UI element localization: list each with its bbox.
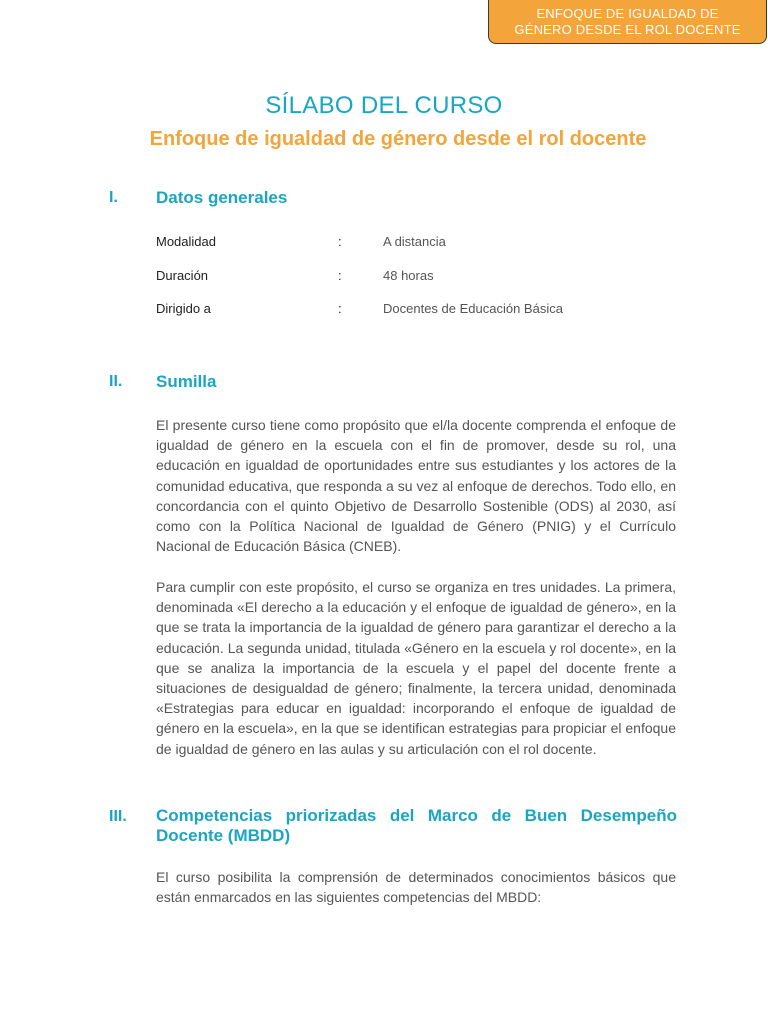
section-number-1: I. bbox=[109, 189, 118, 206]
document-title: SÍLABO DEL CURSO bbox=[265, 92, 503, 119]
data-label: Duración bbox=[156, 268, 209, 283]
data-label: Modalidad bbox=[156, 234, 216, 249]
header-tag-line2: GÉNERO DESDE EL ROL DOCENTE bbox=[514, 21, 741, 37]
data-separator: : bbox=[338, 268, 342, 283]
sumilla-paragraph-1: El presente curso tiene como propósito que el/la docente comprenda el enfoque de igualdad de género en la escuela con el fin de promover, desde su rol, una educación en igualdad de oportunidades entre sus estudiantes y los actores de la comunidad educativa, que responda a su vez al enfoque de derechos. Todo ello, en concordancia con el quinto Objetivo de Desarrollo Sostenible (ODS) al 2030, así como con la Política Nacional de Igualdad de Género (PNIG) y el Currículo Nacional de Educación Básica (CNEB). bbox=[156, 417, 676, 555]
section-title-datos-generales: Datos generales bbox=[156, 188, 288, 207]
section-title-competencias: Competencias priorizadas del Marco de Buen Desempeño Docente (MBDD) bbox=[156, 806, 677, 845]
data-separator: : bbox=[338, 234, 342, 249]
competencias-paragraph-1: El curso posibilita la comprensión de determinados conocimientos básicos que están enmarcados en las siguientes competencias del MBDD: bbox=[156, 869, 676, 906]
data-value: A distancia bbox=[383, 234, 446, 249]
section-number-2: II. bbox=[109, 373, 123, 390]
data-row-dirigido-a bbox=[156, 301, 696, 321]
section-title-sumilla: Sumilla bbox=[156, 372, 217, 391]
sumilla-paragraph-2: Para cumplir con este propósito, el curso se organiza en tres unidades. La primera, denominada «El derecho a la educación y el enfoque de igualdad de género», en la que se trata la importancia de la igualdad de género para garantizar el derecho a la educación. La segunda unidad, titulada «Género en la escuela y rol docente», en la que se analiza la importancia de la escuela y el papel del docente frente a situaciones de desigualdad de género; finalmente, la tercera unidad, denominada «Estrategias para educar en igualdad: incorporando el enfoque de igualdad de género en la escuela», en la que se identifican estrategias para propiciar el enfoque de igualdad de género en las aulas y su articulación con el rol docente. bbox=[156, 579, 676, 757]
data-row-duracion bbox=[156, 268, 696, 288]
header-tag bbox=[488, 0, 767, 44]
data-row-modalidad bbox=[156, 234, 696, 254]
section-number-3: III. bbox=[109, 808, 127, 825]
data-value: Docentes de Educación Básica bbox=[383, 301, 563, 316]
header-tag-line1: ENFOQUE DE IGUALDAD DE bbox=[536, 5, 719, 21]
document-subtitle: Enfoque de igualdad de género desde el rol docente bbox=[149, 128, 647, 150]
data-label: Dirigido a bbox=[156, 301, 211, 316]
data-separator: : bbox=[338, 301, 342, 316]
data-value: 48 horas bbox=[383, 268, 434, 283]
